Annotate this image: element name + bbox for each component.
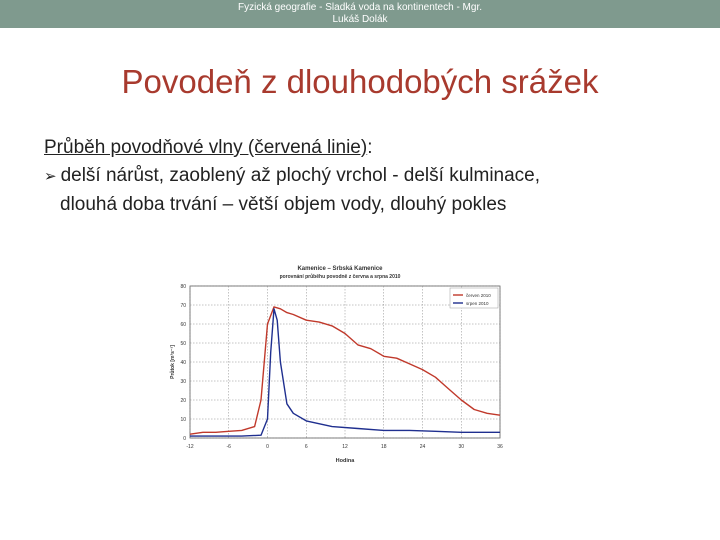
header-line-1: Fyzická geografie - Sladká voda na kontinentech - Mgr. bbox=[237, 2, 483, 13]
x-tick-label: 18 bbox=[380, 444, 387, 450]
y-tick-label: 10 bbox=[180, 417, 186, 423]
x-tick-label: 0 bbox=[266, 444, 269, 450]
chart-title: Kamenice – Srbská Kamenice bbox=[297, 266, 383, 272]
y-tick-label: 30 bbox=[180, 379, 186, 385]
body-text bbox=[44, 134, 684, 219]
arrow-bullet-icon: ➢ bbox=[44, 168, 57, 185]
x-tick-label: 6 bbox=[304, 444, 308, 450]
bullet-text-1: delší nárůst, zaoblený až plochý vrchol - delší kulminace, bbox=[60, 165, 541, 186]
y-tick-label: 50 bbox=[180, 341, 186, 347]
x-tick-label: 36 bbox=[497, 444, 503, 450]
slide-title: Povodeň z dlouhodobých srážek bbox=[121, 63, 599, 100]
y-tick-label: 0 bbox=[183, 436, 186, 442]
subhead: Průběh povodňové vlny (červená linie) bbox=[44, 137, 368, 158]
x-tick-label: 24 bbox=[419, 444, 426, 450]
x-axis-label: Hodina bbox=[335, 458, 355, 464]
top-bar bbox=[0, 0, 720, 28]
header-text bbox=[0, 2, 720, 26]
subhead-colon: : bbox=[367, 137, 373, 158]
x-tick-label: -6 bbox=[226, 444, 231, 450]
bullet-line-1 bbox=[44, 162, 684, 191]
y-tick-label: 60 bbox=[180, 322, 186, 328]
legend-label: srpen 2010 bbox=[466, 300, 489, 306]
chart-legend bbox=[450, 288, 498, 308]
y-tick-label: 80 bbox=[180, 284, 186, 290]
y-tick-label: 70 bbox=[180, 303, 186, 309]
y-tick-label: 40 bbox=[180, 360, 186, 366]
y-axis-label: Průtok [m³s⁻¹] bbox=[170, 345, 176, 379]
chart-subtitle: porovnání průběhu povodně z června a srpna 2010 bbox=[279, 274, 401, 280]
chart-svg bbox=[160, 256, 520, 476]
subhead-line bbox=[44, 134, 684, 162]
bullet-line-2: dlouhá doba trvání – větší objem vody, dlouhý pokles bbox=[60, 194, 507, 215]
x-tick-label: 12 bbox=[342, 444, 348, 450]
y-tick-label: 20 bbox=[180, 398, 186, 404]
header-line-2: Lukáš Dolák bbox=[332, 14, 388, 25]
x-tick-label: -12 bbox=[186, 444, 194, 450]
legend-label: červen 2010 bbox=[466, 292, 491, 298]
hydrograph-chart bbox=[160, 256, 520, 476]
x-tick-label: 30 bbox=[458, 444, 465, 450]
